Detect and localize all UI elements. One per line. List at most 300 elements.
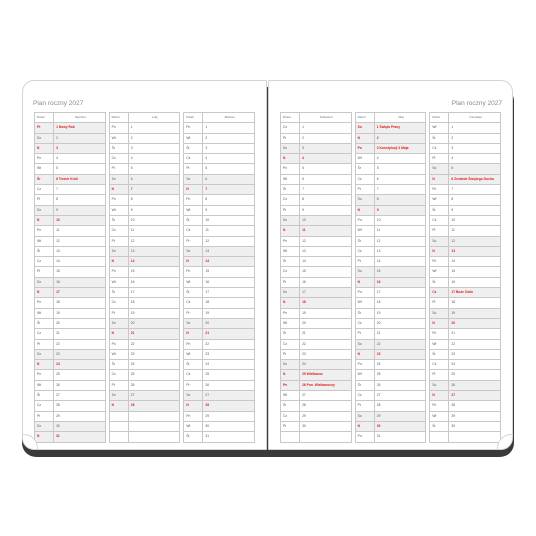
day-row[interactable] — [281, 215, 352, 225]
day-row[interactable] — [355, 318, 426, 328]
weekday-cell — [430, 432, 449, 442]
day-row[interactable] — [109, 288, 180, 298]
weekday-cell: So — [355, 411, 374, 421]
day-row[interactable] — [184, 298, 255, 308]
day-row[interactable] — [355, 195, 426, 205]
day-row[interactable] — [355, 380, 426, 390]
day-row[interactable] — [184, 288, 255, 298]
weekday-cell: N — [355, 133, 374, 143]
day-row[interactable] — [35, 339, 106, 349]
date-cell: 7 — [300, 185, 352, 195]
day-row[interactable] — [355, 401, 426, 411]
day-row[interactable] — [430, 308, 501, 318]
date-cell: 19 — [300, 308, 352, 318]
day-row[interactable] — [281, 133, 352, 143]
weekday-cell: Pt — [35, 339, 54, 349]
date-cell: 25 — [128, 370, 180, 380]
date-cell: 14 — [128, 257, 180, 267]
day-row[interactable] — [184, 257, 255, 267]
day-row[interactable] — [281, 154, 352, 164]
day-row[interactable] — [355, 411, 426, 421]
date-cell: 4 — [54, 154, 106, 164]
date-cell: 3 — [449, 143, 501, 153]
month-name: Luty — [128, 113, 180, 123]
weekday-cell: Pt — [35, 267, 54, 277]
day-row[interactable] — [35, 267, 106, 277]
weekday-cell: Pt — [281, 277, 300, 287]
day-row[interactable] — [430, 277, 501, 287]
date-cell: 24 — [128, 360, 180, 370]
date-cell: 24 — [300, 360, 352, 370]
day-row[interactable] — [184, 308, 255, 318]
day-row[interactable] — [281, 143, 352, 153]
weekday-cell: Śr — [35, 246, 54, 256]
weekday-cell: Cz — [184, 154, 203, 164]
day-row[interactable] — [430, 380, 501, 390]
day-row[interactable] — [355, 329, 426, 339]
day-row[interactable] — [355, 339, 426, 349]
date-cell: 4 — [449, 154, 501, 164]
day-row[interactable] — [109, 401, 180, 411]
day-row[interactable] — [184, 236, 255, 246]
day-row[interactable] — [430, 164, 501, 174]
date-cell: 28 — [300, 401, 352, 411]
day-row[interactable] — [281, 411, 352, 421]
day-row[interactable] — [281, 370, 352, 380]
day-row[interactable] — [430, 391, 501, 401]
date-cell: 16 — [54, 277, 106, 287]
day-row[interactable] — [430, 246, 501, 256]
weekday-cell: N — [109, 329, 128, 339]
day-row[interactable] — [184, 401, 255, 411]
day-row[interactable] — [281, 164, 352, 174]
date-cell: 17 — [300, 288, 352, 298]
day-row[interactable] — [184, 360, 255, 370]
day-row[interactable] — [430, 288, 501, 298]
weekday-cell: Cz — [184, 226, 203, 236]
day-row[interactable] — [355, 215, 426, 225]
day-row[interactable] — [281, 226, 352, 236]
day-row[interactable] — [355, 360, 426, 370]
weekday-cell: So — [109, 318, 128, 328]
day-row[interactable] — [281, 308, 352, 318]
day-row[interactable] — [35, 298, 106, 308]
date-cell: 19 — [128, 308, 180, 318]
date-cell: 9 — [300, 205, 352, 215]
day-row[interactable] — [35, 185, 106, 195]
day-row[interactable] — [430, 236, 501, 246]
day-row[interactable] — [281, 391, 352, 401]
day-row[interactable] — [35, 411, 106, 421]
date-cell: 20 — [203, 318, 255, 328]
day-row[interactable] — [355, 226, 426, 236]
date-cell: 20 — [128, 318, 180, 328]
weekday-cell: N — [35, 360, 54, 370]
day-row[interactable] — [109, 380, 180, 390]
day-row[interactable] — [355, 308, 426, 318]
date-cell: 24 — [449, 360, 501, 370]
date-cell: 19 — [449, 308, 501, 318]
day-row[interactable] — [355, 277, 426, 287]
day-row[interactable] — [355, 267, 426, 277]
weekday-cell: Wt — [355, 226, 374, 236]
weekday-cell: So — [184, 246, 203, 256]
day-row[interactable] — [430, 432, 501, 442]
weekday-cell: Śr — [184, 288, 203, 298]
day-row[interactable] — [109, 226, 180, 236]
day-row[interactable] — [109, 432, 180, 442]
day-row[interactable] — [430, 226, 501, 236]
day-row[interactable] — [109, 360, 180, 370]
date-cell: 31 — [374, 432, 426, 442]
day-row[interactable] — [281, 432, 352, 442]
day-row[interactable] — [430, 257, 501, 267]
weekday-cell: Pn — [355, 143, 374, 153]
day-row[interactable] — [430, 143, 501, 153]
date-cell: 12 — [374, 236, 426, 246]
day-row[interactable] — [355, 391, 426, 401]
day-row[interactable] — [430, 298, 501, 308]
weekday-cell: So — [430, 380, 449, 390]
day-row[interactable] — [109, 318, 180, 328]
date-cell: 25 — [203, 370, 255, 380]
day-row[interactable] — [281, 339, 352, 349]
day-row[interactable] — [430, 267, 501, 277]
date-cell: 20 — [54, 318, 106, 328]
date-cell — [300, 432, 352, 442]
date-cell: 22 — [300, 339, 352, 349]
date-cell: 7 — [128, 185, 180, 195]
day-row[interactable] — [355, 185, 426, 195]
day-row[interactable] — [184, 432, 255, 442]
day-row[interactable] — [281, 401, 352, 411]
weekday-cell: So — [35, 277, 54, 287]
day-row[interactable] — [184, 174, 255, 184]
day-row[interactable] — [184, 185, 255, 195]
date-cell: 8 — [54, 195, 106, 205]
weekday-cell: Śr — [184, 215, 203, 225]
day-row[interactable] — [109, 195, 180, 205]
day-row[interactable] — [109, 133, 180, 143]
weekday-cell: So — [355, 267, 374, 277]
day-row[interactable] — [109, 421, 180, 431]
day-row[interactable] — [430, 349, 501, 359]
day-row[interactable] — [184, 421, 255, 431]
weekday-cell: Pt — [109, 308, 128, 318]
months-left — [34, 112, 255, 443]
date-cell: 4 — [128, 154, 180, 164]
day-row[interactable] — [184, 349, 255, 359]
day-row[interactable] — [355, 174, 426, 184]
day-row[interactable] — [109, 185, 180, 195]
day-row[interactable] — [355, 133, 426, 143]
weekday-cell: So — [35, 133, 54, 143]
day-row[interactable] — [430, 154, 501, 164]
day-row[interactable] — [355, 154, 426, 164]
date-cell: 20 — [449, 318, 501, 328]
day-row[interactable] — [430, 370, 501, 380]
day-row[interactable] — [281, 195, 352, 205]
day-row[interactable] — [184, 164, 255, 174]
day-row[interactable] — [430, 133, 501, 143]
day-row[interactable] — [109, 349, 180, 359]
weekday-cell: Śr — [184, 432, 203, 442]
day-row[interactable] — [184, 215, 255, 225]
day-row[interactable] — [281, 257, 352, 267]
weekday-cell: Śr — [430, 277, 449, 287]
day-row[interactable] — [35, 277, 106, 287]
date-cell: 18 — [203, 298, 255, 308]
day-row[interactable] — [355, 236, 426, 246]
day-row[interactable] — [184, 277, 255, 287]
day-row[interactable] — [184, 329, 255, 339]
left-page — [22, 80, 267, 450]
date-cell: 18 — [54, 298, 106, 308]
day-row[interactable] — [109, 339, 180, 349]
weekday-cell: Wt — [35, 164, 54, 174]
date-cell: 23 — [449, 349, 501, 359]
date-cell: 21 — [203, 329, 255, 339]
weekday-cell: Pt — [35, 123, 54, 133]
day-row[interactable] — [355, 143, 426, 153]
date-cell: 23 — [54, 349, 106, 359]
weekday-cell: Wt — [355, 298, 374, 308]
day-row[interactable] — [430, 421, 501, 431]
day-row[interactable] — [430, 339, 501, 349]
day-row[interactable] — [35, 226, 106, 236]
day-row[interactable] — [281, 329, 352, 339]
day-row[interactable] — [184, 123, 255, 133]
date-cell: 9 — [203, 205, 255, 215]
weekday-cell: Cz — [355, 318, 374, 328]
day-row[interactable] — [281, 267, 352, 277]
day-row[interactable] — [184, 143, 255, 153]
weekday-cell: Śr — [184, 143, 203, 153]
day-row[interactable] — [355, 370, 426, 380]
day-row[interactable] — [109, 411, 180, 421]
day-row[interactable] — [430, 318, 501, 328]
day-row[interactable] — [184, 195, 255, 205]
date-cell: 29 — [300, 411, 352, 421]
day-row[interactable] — [109, 123, 180, 133]
day-row[interactable] — [184, 370, 255, 380]
date-cell: 29 — [374, 411, 426, 421]
day-row[interactable] — [184, 133, 255, 143]
weekday-cell: Pn — [430, 329, 449, 339]
day-row[interactable] — [355, 164, 426, 174]
day-row[interactable] — [35, 133, 106, 143]
day-row[interactable] — [35, 246, 106, 256]
date-cell: 28 — [54, 401, 106, 411]
date-cell: 6 — [128, 174, 180, 184]
day-row[interactable] — [281, 205, 352, 215]
day-row[interactable] — [430, 174, 501, 184]
day-row[interactable] — [355, 205, 426, 215]
day-row[interactable] — [281, 349, 352, 359]
day-row[interactable] — [109, 143, 180, 153]
weekday-cell: Pn — [430, 257, 449, 267]
day-row[interactable] — [35, 370, 106, 380]
weekday-cell — [281, 432, 300, 442]
weekday-cell: Śr — [430, 133, 449, 143]
day-row[interactable] — [281, 288, 352, 298]
day-row[interactable] — [109, 164, 180, 174]
date-cell: 19 — [374, 308, 426, 318]
date-cell: 18 — [374, 298, 426, 308]
day-row[interactable] — [430, 195, 501, 205]
day-row[interactable] — [109, 267, 180, 277]
date-cell: 5 — [449, 164, 501, 174]
day-row[interactable] — [184, 318, 255, 328]
day-row[interactable] — [184, 380, 255, 390]
day-row[interactable] — [35, 432, 106, 442]
weekday-cell: Pn — [281, 236, 300, 246]
day-row[interactable] — [109, 298, 180, 308]
weekday-cell: Cz — [109, 298, 128, 308]
day-row[interactable] — [109, 215, 180, 225]
weekday-cell: Pn — [430, 401, 449, 411]
day-row[interactable] — [355, 349, 426, 359]
day-row[interactable] — [35, 318, 106, 328]
day-row[interactable] — [355, 432, 426, 442]
day-row[interactable] — [35, 288, 106, 298]
date-cell: 28 — [128, 401, 180, 411]
month-table — [109, 112, 181, 443]
date-cell: 3 Konstytucji 3 Maja — [374, 143, 426, 153]
day-row[interactable] — [35, 380, 106, 390]
day-row[interactable] — [35, 360, 106, 370]
weekday-cell: Pn — [184, 267, 203, 277]
day-row[interactable] — [184, 391, 255, 401]
weekday-cell: Śr — [109, 215, 128, 225]
date-cell: 6 — [203, 174, 255, 184]
day-row[interactable] — [430, 205, 501, 215]
day-row[interactable] — [184, 246, 255, 256]
day-row[interactable] — [109, 154, 180, 164]
weekday-cell: Pt — [430, 226, 449, 236]
day-row[interactable] — [430, 411, 501, 421]
day-row[interactable] — [184, 411, 255, 421]
weekday-cell: Śr — [355, 308, 374, 318]
day-row[interactable] — [109, 236, 180, 246]
day-row[interactable] — [35, 236, 106, 246]
day-row[interactable] — [109, 370, 180, 380]
date-cell: 5 — [300, 164, 352, 174]
day-row[interactable] — [109, 174, 180, 184]
day-row[interactable] — [35, 174, 106, 184]
day-row[interactable] — [184, 226, 255, 236]
weekday-cell: N — [109, 401, 128, 411]
day-row[interactable] — [35, 143, 106, 153]
weekday-cell: Pn — [109, 195, 128, 205]
day-row[interactable] — [35, 205, 106, 215]
day-row[interactable] — [355, 123, 426, 133]
day-row[interactable] — [430, 185, 501, 195]
day-row[interactable] — [184, 339, 255, 349]
day-row[interactable] — [35, 421, 106, 431]
day-row[interactable] — [281, 277, 352, 287]
day-row[interactable] — [109, 246, 180, 256]
date-cell: 10 — [54, 215, 106, 225]
date-cell: 1 — [128, 123, 180, 133]
day-row[interactable] — [35, 154, 106, 164]
weekday-cell: N — [430, 246, 449, 256]
day-row[interactable] — [109, 391, 180, 401]
weekday-cell: Pt — [355, 401, 374, 411]
date-cell: 2 — [128, 133, 180, 143]
day-row[interactable] — [35, 401, 106, 411]
day-row[interactable] — [184, 205, 255, 215]
day-row[interactable] — [281, 123, 352, 133]
date-cell — [128, 432, 180, 442]
weekday-cell: Śr — [109, 360, 128, 370]
date-cell: 21 — [374, 329, 426, 339]
day-row[interactable] — [355, 298, 426, 308]
day-row[interactable] — [430, 123, 501, 133]
day-row[interactable] — [109, 257, 180, 267]
day-row[interactable] — [355, 288, 426, 298]
day-row[interactable] — [35, 195, 106, 205]
day-row[interactable] — [35, 308, 106, 318]
day-row[interactable] — [35, 329, 106, 339]
day-row[interactable] — [281, 236, 352, 246]
month-table — [280, 112, 352, 443]
date-cell: 10 — [374, 215, 426, 225]
day-row[interactable] — [109, 329, 180, 339]
weekday-cell: Wt — [430, 123, 449, 133]
weekday-cell: Wt — [35, 380, 54, 390]
day-row[interactable] — [35, 215, 106, 225]
day-row[interactable] — [281, 380, 352, 390]
day-row[interactable] — [35, 257, 106, 267]
day-row[interactable] — [430, 360, 501, 370]
day-row[interactable] — [109, 205, 180, 215]
weekday-cell: So — [109, 174, 128, 184]
day-row[interactable] — [109, 308, 180, 318]
day-row[interactable] — [355, 257, 426, 267]
day-row[interactable] — [281, 174, 352, 184]
day-row[interactable] — [430, 329, 501, 339]
day-row[interactable] — [281, 360, 352, 370]
day-row[interactable] — [281, 421, 352, 431]
date-cell: 10 — [128, 215, 180, 225]
day-row[interactable] — [184, 267, 255, 277]
day-row[interactable] — [430, 215, 501, 225]
day-row[interactable] — [355, 421, 426, 431]
date-cell: 1 Nowy Rok — [54, 123, 106, 133]
day-row[interactable] — [430, 401, 501, 411]
weekday-cell: Pn — [355, 360, 374, 370]
day-row[interactable] — [35, 123, 106, 133]
day-row[interactable] — [355, 246, 426, 256]
weekday-cell: Pn — [35, 226, 54, 236]
day-row[interactable] — [281, 318, 352, 328]
day-row[interactable] — [281, 246, 352, 256]
day-row[interactable] — [35, 349, 106, 359]
day-row[interactable] — [35, 391, 106, 401]
date-cell: 26 — [203, 380, 255, 390]
date-cell: 7 — [54, 185, 106, 195]
day-row[interactable] — [184, 154, 255, 164]
day-row[interactable] — [35, 164, 106, 174]
page-title-left: Plan roczny 2027 — [33, 100, 84, 107]
date-cell: 18 — [128, 298, 180, 308]
day-row[interactable] — [281, 298, 352, 308]
day-row[interactable] — [109, 277, 180, 287]
day-row[interactable] — [281, 185, 352, 195]
weekday-cell: N — [35, 143, 54, 153]
date-cell: 27 — [300, 391, 352, 401]
